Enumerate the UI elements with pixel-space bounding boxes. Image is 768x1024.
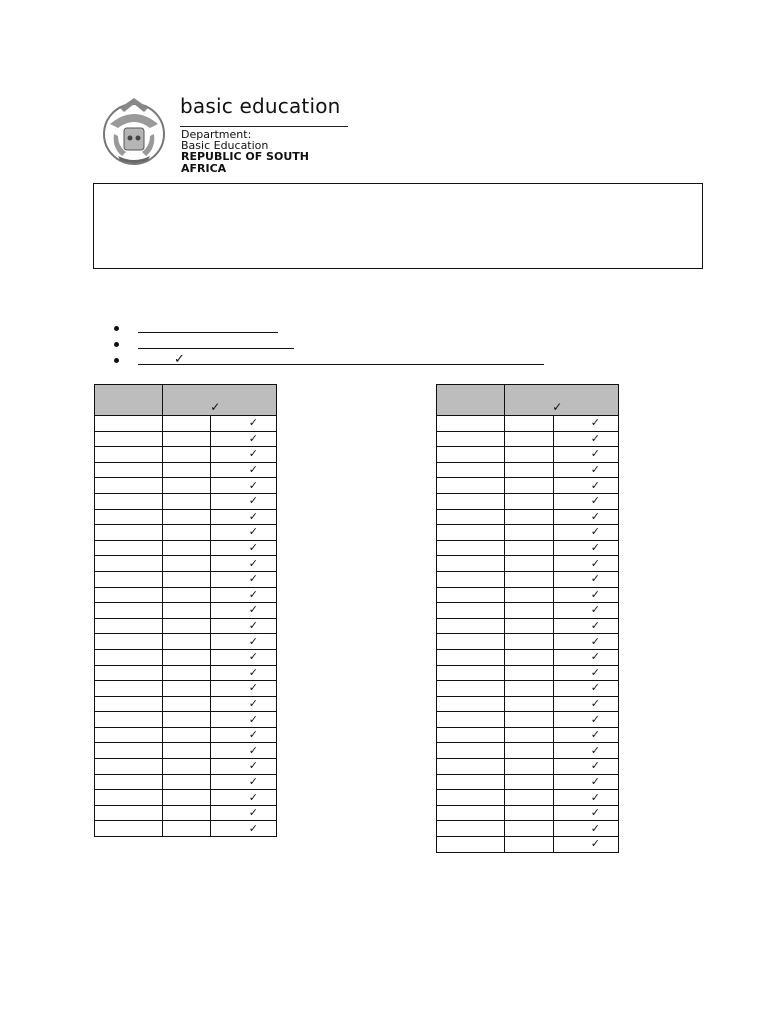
blank-cell <box>95 478 163 494</box>
table-row <box>437 493 619 509</box>
table-row <box>95 447 277 463</box>
blank-cell <box>437 493 505 509</box>
blank-cell <box>437 681 505 697</box>
blank-cell <box>95 790 163 806</box>
blank-cell <box>437 759 505 775</box>
blank-cell <box>437 821 505 837</box>
checkmark-icon: ✓ <box>554 837 619 853</box>
table-row <box>437 727 619 743</box>
checkmark-icon: ✓ <box>211 759 277 775</box>
table-row <box>437 774 619 790</box>
checkmark-icon: ✓ <box>554 618 619 634</box>
table-row <box>437 571 619 587</box>
checkmark-icon: ✓ <box>554 727 619 743</box>
blank-cell <box>504 727 554 743</box>
blank-cell <box>504 696 554 712</box>
blank-cell <box>162 634 211 650</box>
bullet-dot <box>114 342 119 347</box>
blank-cell <box>504 462 554 478</box>
blank-cell <box>504 416 554 432</box>
blank-cell <box>162 447 211 463</box>
blank-cell <box>504 774 554 790</box>
blank-cell <box>437 556 505 572</box>
blank-cell <box>504 759 554 775</box>
table-header-row <box>437 385 619 416</box>
blank-cell <box>95 649 163 665</box>
blank-cell <box>162 478 211 494</box>
header-cell <box>95 385 163 416</box>
table-row <box>437 743 619 759</box>
blank-cell <box>162 540 211 556</box>
table-row <box>95 805 277 821</box>
checkmark-icon: ✓ <box>554 509 619 525</box>
blank-cell <box>162 587 211 603</box>
checkmark-icon: ✓ <box>554 759 619 775</box>
blank-cell <box>504 540 554 556</box>
table-row <box>437 587 619 603</box>
table-row <box>95 587 277 603</box>
table-row <box>437 478 619 494</box>
blank-cell <box>95 431 163 447</box>
table-row <box>437 416 619 432</box>
blank-cell <box>95 727 163 743</box>
checkmark-icon: ✓ <box>554 431 619 447</box>
blank-cell <box>95 712 163 728</box>
brand-name: basic education <box>180 94 341 118</box>
blank-cell <box>95 634 163 650</box>
blank-cell <box>504 556 554 572</box>
table-row <box>437 509 619 525</box>
blank-cell <box>95 603 163 619</box>
table-row <box>95 618 277 634</box>
blank-cell <box>162 462 211 478</box>
table-row <box>95 525 277 541</box>
blank-cell <box>437 665 505 681</box>
department-label: Department: <box>181 128 252 141</box>
table-row <box>437 805 619 821</box>
checkmark-icon: ✓ <box>554 493 619 509</box>
checkmark-icon: ✓ <box>554 587 619 603</box>
marks-table-left <box>94 384 277 837</box>
blank-cell <box>504 509 554 525</box>
checkmark-icon: ✓ <box>554 743 619 759</box>
blank-cell <box>437 447 505 463</box>
blank-cell <box>504 634 554 650</box>
table-row <box>437 447 619 463</box>
blank-cell <box>162 525 211 541</box>
checkmark-icon: ✓ <box>211 587 277 603</box>
blank-cell <box>437 790 505 806</box>
marks-table-right <box>436 384 619 853</box>
checkmark-icon: ✓ <box>211 618 277 634</box>
blank-cell <box>504 478 554 494</box>
table-row <box>437 525 619 541</box>
blank-cell <box>437 696 505 712</box>
blank-cell <box>95 618 163 634</box>
checkmark-icon: ✓ <box>211 681 277 697</box>
table-row <box>437 665 619 681</box>
blank-cell <box>504 821 554 837</box>
checkmark-icon: ✓ <box>211 743 277 759</box>
blank-cell <box>95 493 163 509</box>
table-row <box>437 837 619 853</box>
blank-cell <box>437 618 505 634</box>
checkmark-icon: ✓ <box>211 478 277 494</box>
table-row <box>95 540 277 556</box>
blank-cell <box>162 431 211 447</box>
blank-cell <box>437 727 505 743</box>
blank-cell <box>162 727 211 743</box>
blank-cell <box>162 805 211 821</box>
blank-cell <box>437 431 505 447</box>
table-row <box>95 509 277 525</box>
blank-cell <box>95 805 163 821</box>
table-row <box>437 681 619 697</box>
checkmark-icon: ✓ <box>554 416 619 432</box>
checkmark-icon: ✓ <box>554 540 619 556</box>
checkmark-icon: ✓ <box>211 712 277 728</box>
table-row <box>95 493 277 509</box>
table-row <box>95 571 277 587</box>
checkmark-icon: ✓ <box>211 540 277 556</box>
blank-cell <box>95 665 163 681</box>
blank-cell <box>162 556 211 572</box>
bullet-dot <box>114 326 119 331</box>
blank-cell <box>95 821 163 837</box>
blank-line <box>138 332 278 333</box>
table-row <box>95 478 277 494</box>
checkmark-icon: ✓ <box>211 447 277 463</box>
checkmark-icon: ✓ <box>211 805 277 821</box>
blank-cell <box>504 618 554 634</box>
blank-cell <box>437 587 505 603</box>
checkmark-icon: ✓ <box>211 525 277 541</box>
table-row <box>95 634 277 650</box>
table-row <box>437 556 619 572</box>
blank-cell <box>162 790 211 806</box>
checkmark-icon: ✓ <box>554 681 619 697</box>
blank-cell <box>437 743 505 759</box>
table-row <box>95 556 277 572</box>
blank-cell <box>504 649 554 665</box>
blank-cell <box>504 743 554 759</box>
checkmark-icon: ✓ <box>554 649 619 665</box>
checkmark-icon: ✓ <box>174 351 185 366</box>
table-row <box>95 727 277 743</box>
blank-cell <box>162 603 211 619</box>
table-row <box>95 712 277 728</box>
blank-cell <box>162 571 211 587</box>
table-row <box>437 603 619 619</box>
coat-of-arms-icon <box>100 94 168 166</box>
checkmark-icon: ✓ <box>554 447 619 463</box>
checkmark-icon: ✓ <box>554 665 619 681</box>
checkmark-icon: ✓ <box>554 462 619 478</box>
checkmark-icon: ✓ <box>554 805 619 821</box>
blank-cell <box>437 603 505 619</box>
checkmark-icon: ✓ <box>211 649 277 665</box>
blank-cell <box>504 790 554 806</box>
blank-cell <box>162 416 211 432</box>
blank-cell <box>437 525 505 541</box>
department-logo <box>96 90 356 175</box>
blank-cell <box>504 571 554 587</box>
checkmark-icon: ✓ <box>552 400 563 414</box>
table-row <box>95 665 277 681</box>
blank-cell <box>504 712 554 728</box>
blank-cell <box>95 587 163 603</box>
blank-cell <box>504 837 554 853</box>
checkmark-icon: ✓ <box>211 790 277 806</box>
blank-cell <box>437 509 505 525</box>
checkmark-icon: ✓ <box>211 571 277 587</box>
checkmark-icon: ✓ <box>554 821 619 837</box>
blank-cell <box>504 665 554 681</box>
table-row <box>95 681 277 697</box>
blank-cell <box>504 603 554 619</box>
blank-cell <box>95 571 163 587</box>
table-row <box>95 821 277 837</box>
blank-cell <box>437 634 505 650</box>
checkmark-icon: ✓ <box>554 696 619 712</box>
checkmark-icon: ✓ <box>211 696 277 712</box>
blank-cell <box>437 837 505 853</box>
table-header-row <box>95 385 277 416</box>
bullet-item <box>114 322 554 338</box>
table-row <box>95 743 277 759</box>
blank-cell <box>504 431 554 447</box>
checkmark-icon: ✓ <box>211 665 277 681</box>
blank-cell <box>504 681 554 697</box>
blank-cell <box>162 493 211 509</box>
blank-cell <box>162 743 211 759</box>
blank-cell <box>437 540 505 556</box>
table-row <box>95 759 277 775</box>
blank-cell <box>162 681 211 697</box>
checkmark-icon: ✓ <box>211 462 277 478</box>
checkmark-icon: ✓ <box>211 556 277 572</box>
blank-cell <box>162 665 211 681</box>
table-row <box>95 696 277 712</box>
blank-cell <box>95 743 163 759</box>
checkmark-icon: ✓ <box>211 774 277 790</box>
checkmark-icon: ✓ <box>554 556 619 572</box>
checkmark-icon: ✓ <box>554 712 619 728</box>
blank-line <box>138 364 544 365</box>
blank-cell <box>504 587 554 603</box>
blank-cell <box>437 571 505 587</box>
blank-cell <box>437 774 505 790</box>
blank-cell <box>95 696 163 712</box>
blank-cell <box>162 821 211 837</box>
table-row <box>437 649 619 665</box>
checkmark-icon: ✓ <box>554 634 619 650</box>
table-row <box>437 431 619 447</box>
bullet-item <box>114 351 554 370</box>
blank-cell <box>162 509 211 525</box>
checkmark-icon: ✓ <box>211 821 277 837</box>
checkmark-icon: ✓ <box>211 509 277 525</box>
blank-cell <box>437 462 505 478</box>
blank-line <box>138 348 294 349</box>
checkmark-icon: ✓ <box>554 478 619 494</box>
table-row <box>437 618 619 634</box>
table-row <box>95 462 277 478</box>
blank-cell <box>504 447 554 463</box>
country-name: REPUBLIC OF SOUTH AFRICA <box>181 150 309 175</box>
checkmark-icon: ✓ <box>554 571 619 587</box>
blank-cell <box>95 525 163 541</box>
department-name: Basic Education <box>181 139 269 152</box>
blank-cell <box>95 416 163 432</box>
table-row <box>437 634 619 650</box>
blank-cell <box>95 462 163 478</box>
blank-cell <box>437 712 505 728</box>
bullet-dot <box>114 358 119 363</box>
blank-cell <box>162 618 211 634</box>
blank-cell <box>162 759 211 775</box>
blank-cell <box>437 805 505 821</box>
blank-cell <box>504 493 554 509</box>
table-row <box>95 416 277 432</box>
blank-cell <box>162 712 211 728</box>
checkmark-icon: ✓ <box>554 603 619 619</box>
checkmark-icon: ✓ <box>211 634 277 650</box>
checkmark-icon: ✓ <box>211 603 277 619</box>
checkmark-icon: ✓ <box>554 790 619 806</box>
blank-cell <box>162 774 211 790</box>
table-row <box>437 759 619 775</box>
table-row <box>95 431 277 447</box>
header-cell <box>504 385 618 416</box>
blank-cell <box>437 649 505 665</box>
checkmark-icon: ✓ <box>554 525 619 541</box>
blank-cell <box>95 681 163 697</box>
checkmark-icon: ✓ <box>554 774 619 790</box>
blank-cell <box>95 556 163 572</box>
blank-cell <box>437 416 505 432</box>
blank-cell <box>504 525 554 541</box>
table-row <box>437 696 619 712</box>
blank-cell <box>95 540 163 556</box>
blank-cell <box>95 509 163 525</box>
checkmark-icon: ✓ <box>211 416 277 432</box>
table-row <box>437 540 619 556</box>
blank-cell <box>162 649 211 665</box>
checkmark-icon: ✓ <box>210 400 221 414</box>
blank-cell <box>95 759 163 775</box>
blank-cell <box>162 696 211 712</box>
checkmark-icon: ✓ <box>211 431 277 447</box>
blank-cell <box>95 447 163 463</box>
table-row <box>95 790 277 806</box>
table-row <box>437 821 619 837</box>
table-row <box>437 790 619 806</box>
table-row <box>95 774 277 790</box>
table-row <box>437 462 619 478</box>
blank-cell <box>95 774 163 790</box>
blank-cell <box>504 805 554 821</box>
table-row <box>437 712 619 728</box>
checkmark-icon: ✓ <box>211 493 277 509</box>
blank-cell <box>437 478 505 494</box>
table-row <box>95 603 277 619</box>
header-cell <box>437 385 505 416</box>
title-box <box>93 183 703 269</box>
checkmark-icon: ✓ <box>211 727 277 743</box>
header-cell <box>162 385 276 416</box>
table-row <box>95 649 277 665</box>
brand-underline <box>180 126 348 127</box>
